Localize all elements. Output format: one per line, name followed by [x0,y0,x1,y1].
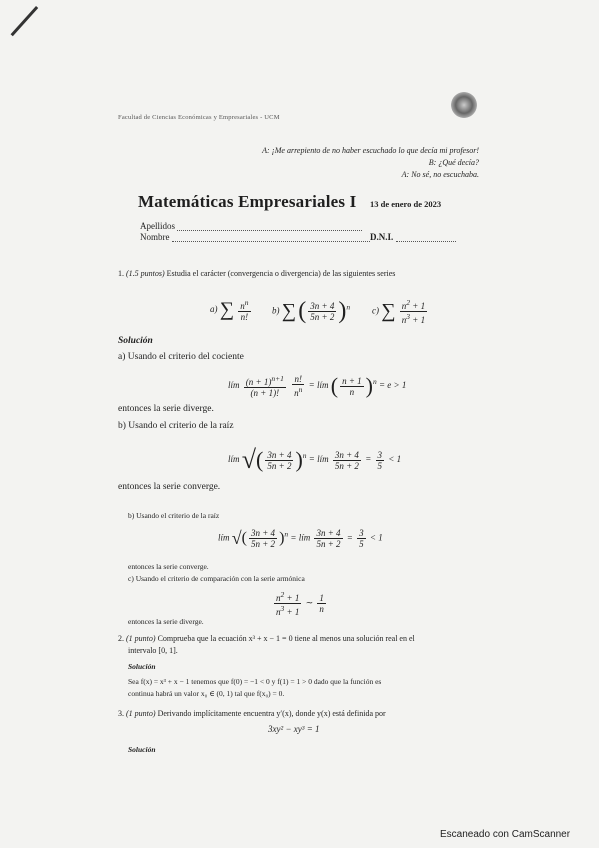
implicit-equation: 3xy² − xy³ = 1 [268,724,320,734]
series-c: c) ∑ $\frac{n^2 + 1}{n^3 + 1}$ [372,298,426,325]
scanner-watermark: Escaneado con CamScanner [440,829,571,840]
comparison-formula: $\frac{n^2 + 1}{n^3 + 1}$ ∼ $\frac{1}{n}$ [276,590,324,617]
question-text: Derivando implícitamente encuentra y′(x), donde y(x) está definida por [157,709,386,718]
solution-c-conclusion: entonces la serie diverge. [128,617,204,626]
series-b: b) ∑ ( $\frac{3n + 4}{5n + 2}$ )$^n$ [272,298,351,324]
epigraph-line: A: ¡Me arrepiento de no haber escuchado lo que decía mi profesor! [262,146,479,155]
epigraph-line: B: ¿Qué decía? [428,158,479,167]
faculty-name: Facultad de Ciencias Económicas y Empresariales - UCM [118,114,280,121]
solution-2-line-2: continua habrá un valor x₀ ∈ (0, 1) tal que f(x₀) = 0. [128,689,285,698]
nombre-label: Nombre [140,232,170,242]
solution-label: Solución [128,662,156,671]
question-2-text-cont: intervalo [0, 1]. [128,646,178,655]
question-text: Comprueba que la ecuación x³ + x − 1 = 0 tiene al menos una solución real en el [157,634,415,643]
ratio-test-formula: lím $\frac{(n + 1)^{n+1}}{(n + 1)!}$ $\frac{n!}{n^n}$ = lím ( $\frac{n + 1}{n}$ )$^n$ = e > 1 [228,373,407,398]
question-3 [118,709,386,718]
question-2 [118,634,415,643]
nombre-field[interactable] [140,232,370,242]
solution-b-text: b) Usando el criterio de la raíz [118,421,234,431]
epigraph-line: A: No sé, no escuchaba. [401,170,479,179]
question-number: 1. [118,269,124,278]
solution-a-conclusion: entonces la serie diverge. [118,404,214,414]
question-points: (1 punto) [126,709,156,718]
question-number: 3. [118,709,124,718]
dni-field[interactable] [370,232,456,242]
exam-date: 13 de enero de 2023 [370,199,442,209]
university-seal-icon [451,92,477,118]
solution-label: Solución [128,745,156,754]
solution-a-text: a) Usando el criterio del cociente [118,352,244,362]
exam-title: Matemáticas Empresariales I [138,192,357,211]
solution-b2-conclusion: entonces la serie converge. [128,562,209,571]
solution-label: Solución [118,336,153,346]
solution-b-conclusion: entonces la serie converge. [118,482,221,492]
question-points: (1.5 puntos) [126,269,165,278]
root-test-formula: lím √( $\frac{3n + 4}{5n + 2}$ )$^n$ = lím $\frac{3n + 4}{5n + 2}$ = $\frac{3}{5}$ < 1 [228,445,402,474]
dni-label: D.N.I. [370,232,394,242]
epigraph [262,145,479,181]
question-points: (1 punto) [126,634,156,643]
solution-c-text: c) Usando el criterio de comparación con la serie armónica [128,574,305,583]
question-text: Estudia el carácter (convergencia o divergencia) de las siguientes series [166,269,396,278]
series-a: a) ∑ $\frac{n^n}{n!}$ [210,298,249,322]
question-number: 2. [118,634,124,643]
solution-2-line-1: Sea f(x) = x³ + x − 1 tenemos que f(0) = −1 < 0 y f(1) = 1 > 0 dado que la función es [128,677,382,686]
question-1 [118,269,395,278]
root-test-formula-small: lím √( $\frac{3n + 4}{5n + 2}$ )$^n$ = lím $\frac{3n + 4}{5n + 2}$ = $\frac{3}{5}$ < 1 [218,528,383,549]
apellidos-field[interactable] [140,221,362,231]
pen-mark [11,6,39,36]
apellidos-label: Apellidos [140,221,175,231]
solution-b2-text: b) Usando el criterio de la raíz [128,511,220,520]
